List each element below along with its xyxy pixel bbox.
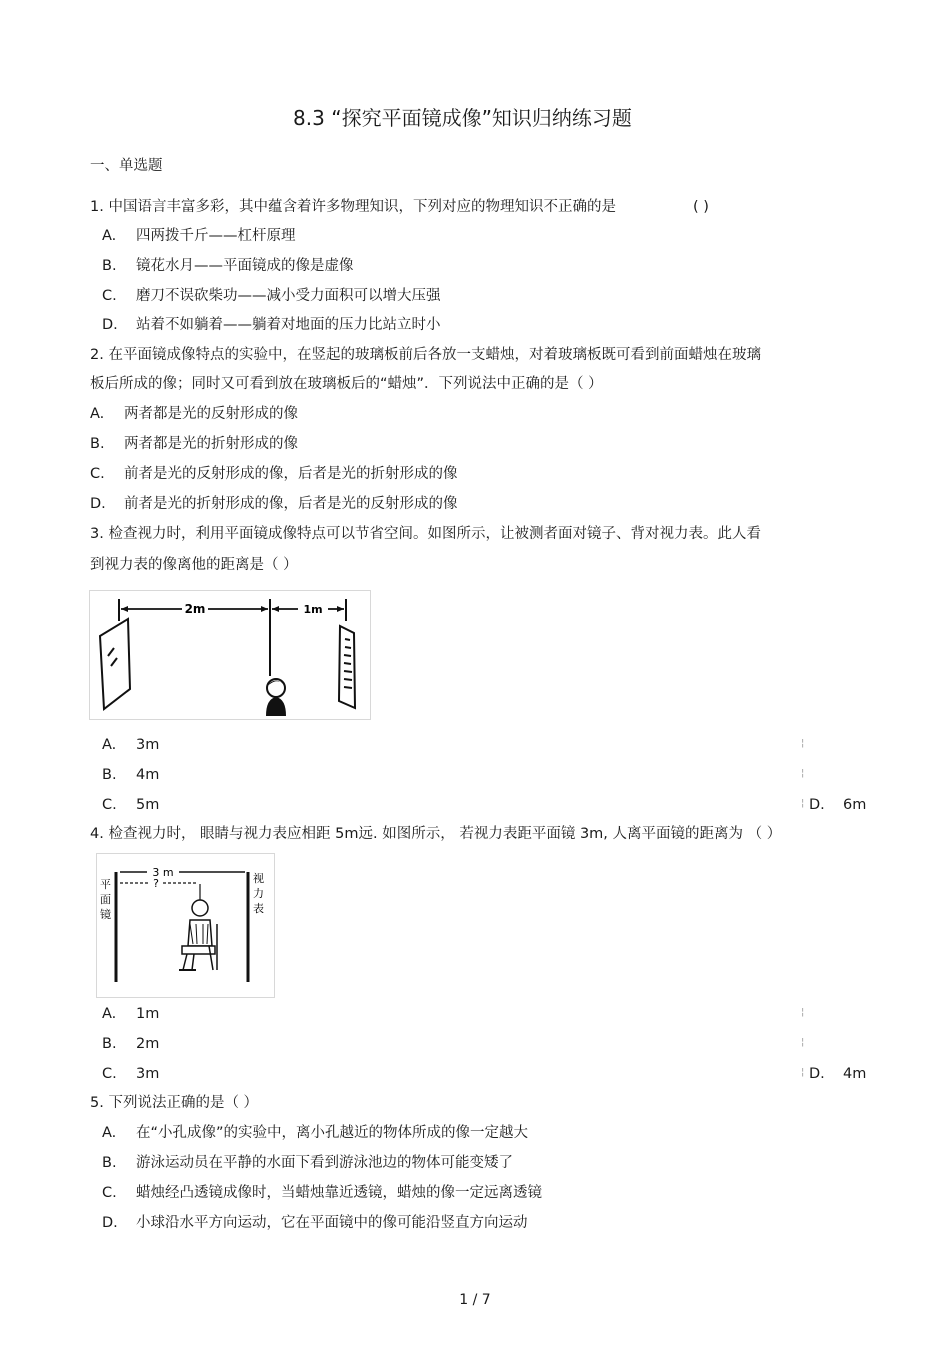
q2-option-a[interactable] [90, 404, 298, 424]
column-marker: ¦ [801, 1037, 805, 1048]
chart-letter [345, 639, 350, 640]
q4-option-d[interactable] [809, 1064, 866, 1084]
q1-option-b[interactable] [102, 256, 354, 276]
q5-option-b[interactable] [102, 1153, 513, 1173]
q4-option-c[interactable] [102, 1064, 159, 1084]
chart-letter [344, 671, 352, 672]
option-label: B. [102, 258, 117, 274]
arrow-head [121, 606, 128, 612]
chart-label-char: 视 [253, 872, 264, 885]
option-label: D. [809, 1066, 825, 1082]
option-text: 镜花水月——平面镜成的像是虚像 [136, 258, 354, 274]
chart-label [253, 872, 268, 915]
q1-stem: 1. 中国语言丰富多彩，其中蕴含着许多物理知识，下列对应的物理知识不正确的是 [90, 199, 616, 215]
q2-option-b[interactable] [90, 434, 298, 454]
option-text: 2m [136, 1036, 160, 1052]
q1-option-c[interactable] [102, 286, 441, 306]
option-text: 四两拨千斤——杠杆原理 [136, 228, 296, 244]
q3-option-b[interactable] [102, 765, 159, 785]
arrow-head [261, 606, 268, 612]
option-label: A. [102, 1125, 117, 1141]
label-1m: 1m [303, 603, 323, 616]
q1-option-d[interactable] [102, 315, 441, 335]
q3-option-c[interactable] [102, 795, 159, 815]
option-label: D. [102, 317, 118, 333]
option-label: A. [102, 1006, 117, 1022]
option-text: 蜡烛经凸透镜成像时，当蜡烛靠近透镜，蜡烛的像一定远离透镜 [136, 1185, 542, 1201]
q3-figure [89, 590, 371, 720]
option-label: B. [102, 767, 117, 783]
option-label: A. [102, 228, 117, 244]
option-text: 两者都是光的反射形成的像 [124, 406, 298, 422]
option-label: D. [809, 797, 825, 813]
option-label: C. [102, 288, 117, 304]
column-marker: ¦ [801, 1067, 805, 1078]
mirror-shape [100, 619, 130, 709]
option-label: B. [90, 436, 105, 452]
chart-letter [344, 687, 352, 688]
option-text: 前者是光的折射形成的像，后者是光的反射形成的像 [124, 496, 458, 512]
person-leg [183, 954, 187, 970]
q1-option-a[interactable] [102, 226, 296, 246]
q4-figure [96, 853, 275, 998]
q5-option-d[interactable] [102, 1213, 528, 1233]
chart-letter [344, 655, 351, 656]
q3-stem-line2: 到视力表的像离他的距离是（ ） [90, 557, 298, 573]
column-marker: ¦ [801, 1007, 805, 1018]
page-number: 1 / 7 [459, 1292, 491, 1308]
option-label: D. [90, 496, 106, 512]
option-text: 两者都是光的折射形成的像 [124, 436, 298, 452]
option-label: D. [102, 1215, 118, 1231]
arrow-head [337, 606, 344, 612]
q4-option-a[interactable] [102, 1004, 159, 1024]
column-marker: ¦ [801, 768, 805, 779]
chart-letter [344, 663, 351, 664]
q3-stem-line1: 3. 检查视力时，利用平面镜成像特点可以节省空间。如图所示，让被测者面对镜子、背对视力表。此人看 [90, 526, 761, 542]
label-3m: 3 m [152, 866, 174, 879]
q2-stem-line2: 板后所成的像；同时又可看到放在玻璃板后的“蜡烛”．下列说法中正确的是（ ） [90, 376, 603, 392]
chart-letter [345, 647, 351, 648]
label-question: ? [153, 877, 159, 890]
option-label: C. [102, 1066, 117, 1082]
q2-option-c[interactable] [90, 464, 458, 484]
q4-option-b[interactable] [102, 1034, 159, 1054]
q2-option-d[interactable] [90, 494, 458, 514]
option-text: 1m [136, 1006, 160, 1022]
chart-letter [344, 679, 352, 680]
option-text: 5m [136, 797, 160, 813]
q3-option-a[interactable] [102, 735, 159, 755]
option-label: C. [102, 1185, 117, 1201]
eye-chart-shape [339, 626, 355, 708]
mirror-label-char: 平 [100, 878, 111, 891]
column-marker: ¦ [801, 798, 805, 809]
person-body [266, 697, 286, 716]
option-text: 6m [843, 797, 867, 813]
person-head [267, 679, 285, 697]
option-text: 游泳运动员在平静的水面下看到游泳池边的物体可能变矮了 [136, 1155, 513, 1171]
option-text: 3m [136, 1066, 160, 1082]
q5-option-c[interactable] [102, 1183, 542, 1203]
q1-answer-paren: ( ) [693, 199, 709, 215]
label-2m: 2m [184, 602, 206, 616]
q3-option-d[interactable] [809, 795, 866, 815]
option-label: A. [90, 406, 105, 422]
option-text: 4m [843, 1066, 867, 1082]
chart-label-char: 力 [253, 887, 264, 900]
option-label: C. [102, 797, 117, 813]
page-title: 8.3 “探究平面镜成像”知识归纳练习题 [293, 106, 632, 130]
option-label: B. [102, 1155, 117, 1171]
q4-stem: 4. 检查视力时， 眼睛与视力表应相距 5m远. 如图所示， 若视力表距平面镜 3m, 人离平面镜的距离为 （ ） [90, 826, 782, 842]
person-head [192, 900, 208, 916]
option-label: B. [102, 1036, 117, 1052]
option-label: A. [102, 737, 117, 753]
q3-eye-test-diagram [90, 591, 370, 719]
mirror-label-char: 镜 [100, 908, 111, 921]
q4-eye-test-diagram [97, 854, 274, 997]
option-text: 4m [136, 767, 160, 783]
option-text: 小球沿水平方向运动，它在平面镜中的像可能沿竖直方向运动 [136, 1215, 528, 1231]
option-text: 前者是光的反射形成的像，后者是光的折射形成的像 [124, 466, 458, 482]
person-leg [192, 954, 194, 970]
mirror-label [100, 878, 115, 921]
option-text: 在“小孔成像”的实验中，离小孔越近的物体所成的像一定越大 [136, 1125, 529, 1141]
option-text: 3m [136, 737, 160, 753]
option-text: 磨刀不误砍柴功——减小受力面积可以增大压强 [136, 288, 441, 304]
option-text: 站着不如躺着——躺着对地面的压力比站立时小 [136, 317, 441, 333]
q2-stem-line1: 2. 在平面镜成像特点的实验中，在竖起的玻璃板前后各放一支蜡烛，对着玻璃板既可看到前面蜡烛在玻璃 [90, 347, 761, 363]
q5-stem: 5. 下列说法正确的是（ ） [90, 1095, 259, 1111]
arrow-head [272, 606, 279, 612]
option-label: C. [90, 466, 105, 482]
section-heading: 一、单选题 [90, 158, 163, 174]
q5-option-a[interactable] [102, 1123, 528, 1143]
mirror-label-char: 面 [100, 893, 111, 906]
column-marker: ¦ [801, 738, 805, 749]
chart-label-char: 表 [253, 902, 264, 915]
